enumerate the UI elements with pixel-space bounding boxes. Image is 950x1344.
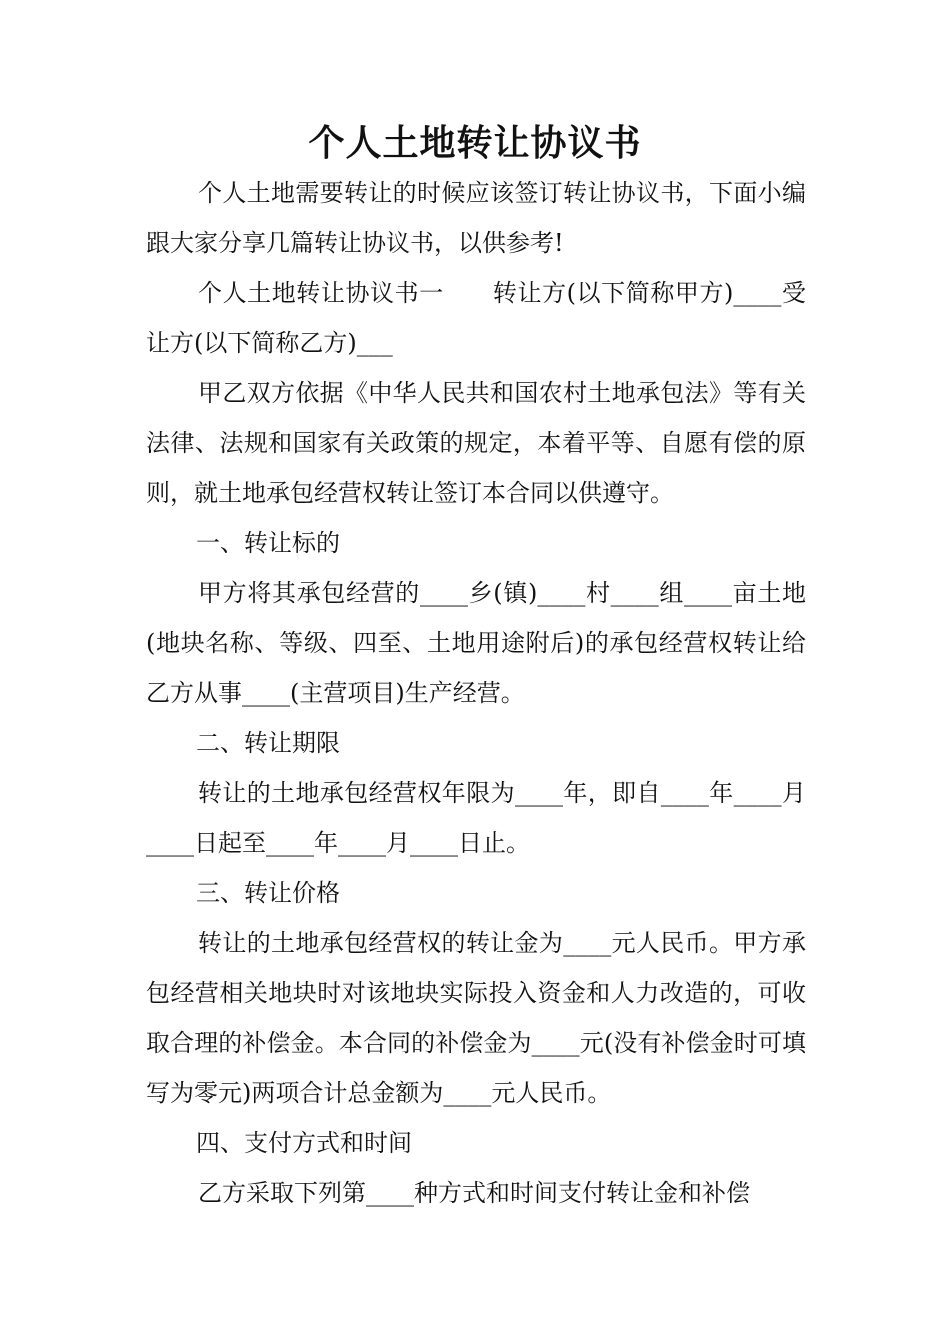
- section-heading-4: 四、支付方式和时间: [196, 1129, 412, 1157]
- transfer-term-paragraph: 转让的土地承包经营权年限为____年，即自____年____月____日起至____年____月____日止。: [146, 779, 806, 857]
- document-title: 个人土地转让协议书: [308, 122, 642, 164]
- agreement-parties-paragraph: 个人土地转让协议书一 转让方(以下简称甲方)____受让方(以下简称乙方)___: [146, 279, 806, 357]
- section-heading-2: 二、转让期限: [196, 729, 340, 757]
- transfer-subject-paragraph: 甲方将其承包经营的____乡(镇)____村____组____亩土地(地块名称、等级、四至、土地用途附后)的承包经营权转让给乙方从事____(主营项目)生产经营。: [146, 579, 806, 707]
- section-heading-1: 一、转让标的: [196, 529, 340, 557]
- basis-paragraph: 甲乙双方依据《中华人民共和国农村土地承包法》等有关法律、法规和国家有关政策的规定，本着平等、自愿有偿的原则，就土地承包经营权转让签订本合同以供遵守。: [146, 379, 806, 507]
- payment-method-paragraph: 乙方采取下列第____种方式和时间支付转让金和补偿: [198, 1179, 750, 1207]
- intro-paragraph: 个人土地需要转让的时候应该签订转让协议书，下面小编跟大家分享几篇转让协议书，以供参考!: [146, 179, 806, 257]
- transfer-price-paragraph: 转让的土地承包经营权的转让金为____元人民币。甲方承包经营相关地块时对该地块实际投入资金和人力改造的，可收取合理的补偿金。本合同的补偿金为____元(没有补偿金时可填写为零元)两项合计总金额为____元人民币。: [146, 929, 806, 1107]
- section-heading-3: 三、转让价格: [196, 879, 340, 907]
